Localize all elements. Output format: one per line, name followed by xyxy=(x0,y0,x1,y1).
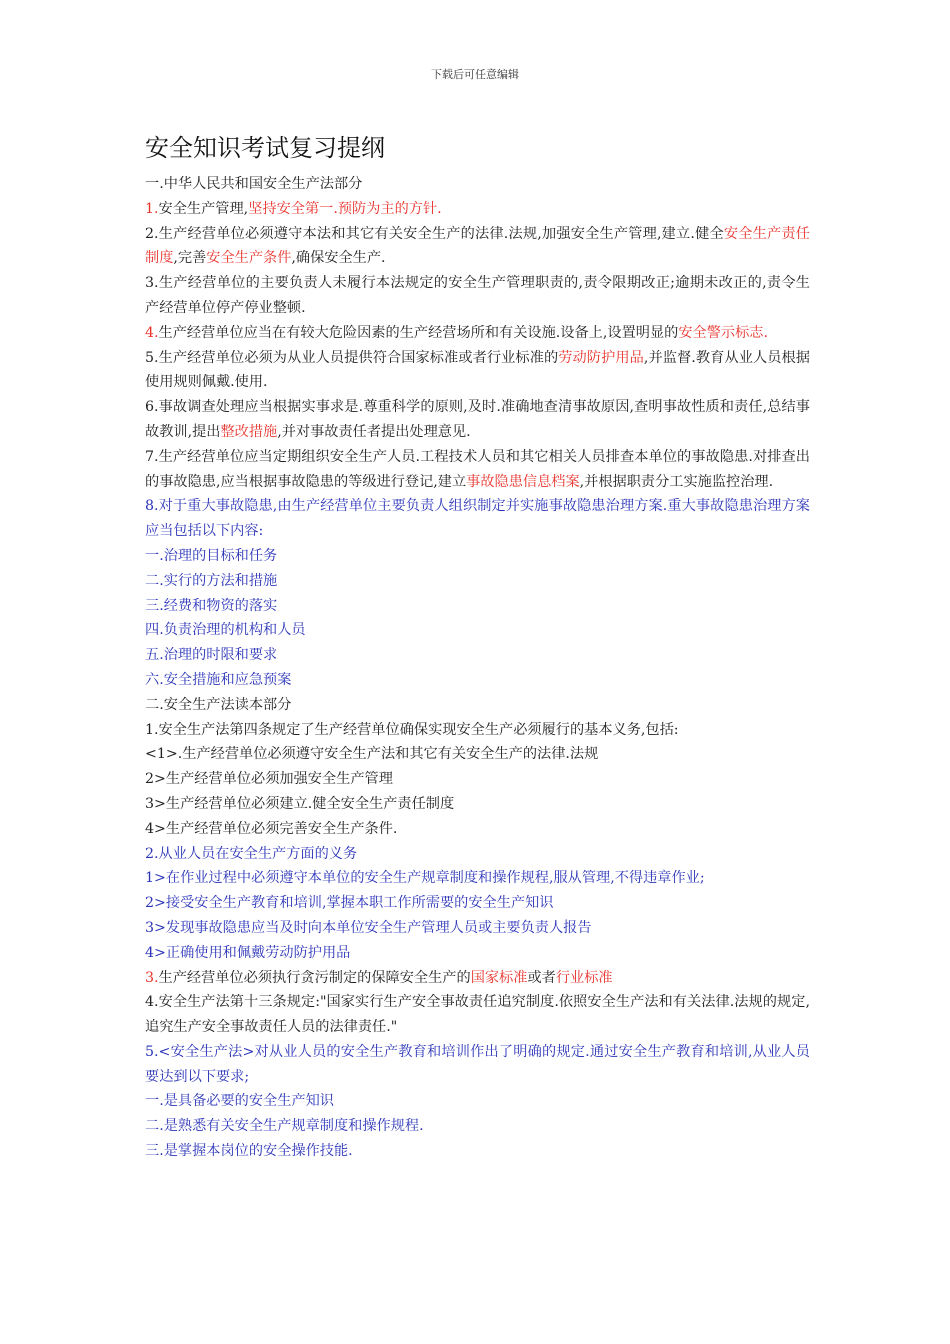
paragraph xyxy=(145,346,810,396)
text-run: <1>.生产经营单位必须遵守安全生产法和其它有关安全生产的法律.法规 xyxy=(145,746,599,763)
text-run: ,确保安全生产. xyxy=(291,250,386,267)
text-run: 2.从业人员在安全生产方面的义务 xyxy=(145,845,358,862)
paragraph xyxy=(145,1114,810,1139)
text-run: 4>正确使用和佩戴劳动防护用品 xyxy=(145,944,351,961)
paragraph xyxy=(145,817,810,842)
text-run: 6.事故调查处理应当根据实事求是.尊重科学的原则,及时.准确地查清事故原因,查明事故性质和责任,总结事故教训,提出 xyxy=(145,399,810,440)
text-run: 二.实行的方法和措施 xyxy=(145,572,278,589)
paragraph xyxy=(145,1040,810,1090)
text-run: 安全生产管理, xyxy=(158,200,249,217)
text-run: 二.是熟悉有关安全生产规章制度和操作规程. xyxy=(145,1118,424,1135)
paragraph xyxy=(145,941,810,966)
paragraph xyxy=(145,916,810,941)
paragraph xyxy=(145,891,810,916)
text-run: 安全警示标志. xyxy=(678,324,768,341)
text-run: 五.治理的时限和要求 xyxy=(145,647,278,664)
text-run: 7.生产经营单位应当定期组织安全生产人员.工程技术人员和其它相关人员排查本单位的事故隐患.对排查出的事故隐患,应当根据事故隐患的等级进行登记,建立 xyxy=(145,448,810,490)
paragraph xyxy=(145,718,810,743)
text-run: 四.负责治理的机构和人员 xyxy=(145,622,306,639)
paragraph xyxy=(145,445,810,495)
paragraph xyxy=(145,494,810,544)
text-run: 5.<安全生产法>对从业人员的安全生产教育和培训作出了明确的规定.通过安全生产教育和培训,从业人员要达到以下要求; xyxy=(145,1043,810,1085)
text-run: ,完善 xyxy=(173,250,207,267)
text-run: 三.是掌握本岗位的安全操作技能. xyxy=(145,1143,353,1160)
paragraph xyxy=(145,767,810,792)
text-run: ,并根据职责分工实施监控治理. xyxy=(579,473,774,490)
page-header: 下载后可任意编辑 xyxy=(431,68,519,81)
text-run: 3>发现事故隐患应当及时向本单位安全生产管理人员或主要负责人报告 xyxy=(145,919,592,936)
paragraph xyxy=(145,618,810,643)
paragraph xyxy=(145,544,810,569)
paragraph xyxy=(145,1089,810,1114)
paragraph xyxy=(145,842,810,867)
text-run: 一.是具备必要的安全生产知识 xyxy=(145,1093,334,1110)
document-body xyxy=(145,130,810,1164)
document-title: 安全知识考试复习提纲 xyxy=(145,134,385,162)
text-run: 国家标准 xyxy=(470,969,528,986)
paragraph-list xyxy=(145,172,810,1164)
text-run: 事故隐患信息档案 xyxy=(466,473,580,490)
paragraph xyxy=(145,668,810,693)
paragraph xyxy=(145,792,810,817)
paragraph xyxy=(145,1139,810,1164)
text-run: 一.中华人民共和国安全生产法部分 xyxy=(145,176,363,192)
paragraph xyxy=(145,990,810,1040)
paragraph xyxy=(145,643,810,668)
text-run: 4. xyxy=(145,324,159,341)
text-run: 3. xyxy=(145,969,159,986)
paragraph xyxy=(145,222,810,272)
text-run: 4>生产经营单位必须完善安全生产条件. xyxy=(145,820,398,837)
paragraph xyxy=(145,742,810,767)
text-run: 安全生产责任制度 xyxy=(145,225,810,267)
text-run: ,并监督.教育从业人员根据使用规则佩戴.使用. xyxy=(145,349,810,391)
text-run: 一.治理的目标和任务 xyxy=(145,547,278,564)
paragraph xyxy=(145,172,810,197)
text-run: 生产经营单位应当在有较大危险因素的生产经营场所和有关设施.设备上,设置明显的 xyxy=(158,324,679,341)
paragraph xyxy=(145,569,810,594)
text-run: 二.安全生产法读本部分 xyxy=(145,696,292,713)
text-run: 整改措施 xyxy=(220,423,278,440)
paragraph xyxy=(145,966,810,991)
paragraph xyxy=(145,197,810,222)
text-run: 1>在作业过程中必须遵守本单位的安全生产规章制度和操作规程,服从管理,不得违章作业; xyxy=(145,870,705,887)
text-run: 安全生产条件 xyxy=(206,250,292,267)
paragraph xyxy=(145,866,810,891)
paragraph xyxy=(145,693,810,718)
text-run: 2>接受安全生产教育和培训,掌握本职工作所需要的安全生产知识 xyxy=(145,895,554,912)
paragraph xyxy=(145,395,810,445)
text-run: 1. xyxy=(145,200,159,217)
text-run: 或者 xyxy=(527,969,556,986)
paragraph xyxy=(145,271,810,321)
paragraph xyxy=(145,321,810,346)
text-run: 3.生产经营单位的主要负责人未履行本法规定的安全生产管理职责的,责令限期改正;逾期未改正的,责令生产经营单位停产停业整顿. xyxy=(145,275,810,316)
text-run: 生产经营单位必须执行贪污制定的保障安全生产的 xyxy=(158,969,471,986)
text-run: 3>生产经营单位必须建立.健全安全生产责任制度 xyxy=(145,795,455,812)
text-run: ,并对事故责任者提出处理意见. xyxy=(277,423,471,440)
text-run: 2>生产经营单位必须加强安全生产管理 xyxy=(145,771,393,788)
text-run: 5.生产经营单位必须为从业人员提供符合国家标准或者行业标准的 xyxy=(145,349,559,366)
text-run: 行业标准 xyxy=(555,969,613,986)
text-run: 2.生产经营单位必须遵守本法和其它有关安全生产的法律.法规,加强安全生产管理,建立.健全 xyxy=(145,225,724,242)
text-run: 坚持安全第一.预防为主的方针. xyxy=(248,200,442,217)
paragraph xyxy=(145,594,810,619)
text-run: 1.安全生产法第四条规定了生产经营单位确保实现安全生产必须履行的基本义务,包括: xyxy=(145,721,679,738)
text-run: 劳动防护用品 xyxy=(558,349,644,366)
text-run: 六.安全措施和应急预案 xyxy=(145,671,292,688)
text-run: 8.对于重大事故隐患,由生产经营单位主要负责人组织制定并实施事故隐患治理方案.重大事故隐患治理方案应当包括以下内容: xyxy=(145,498,810,540)
text-run: 三.经费和物资的落实 xyxy=(145,597,278,614)
text-run: 4.安全生产法第十三条规定:"国家实行生产安全事故责任追究制度.依照安全生产法和有关法律.法规的规定,追究生产安全事故责任人员的法律责任." xyxy=(145,994,810,1036)
